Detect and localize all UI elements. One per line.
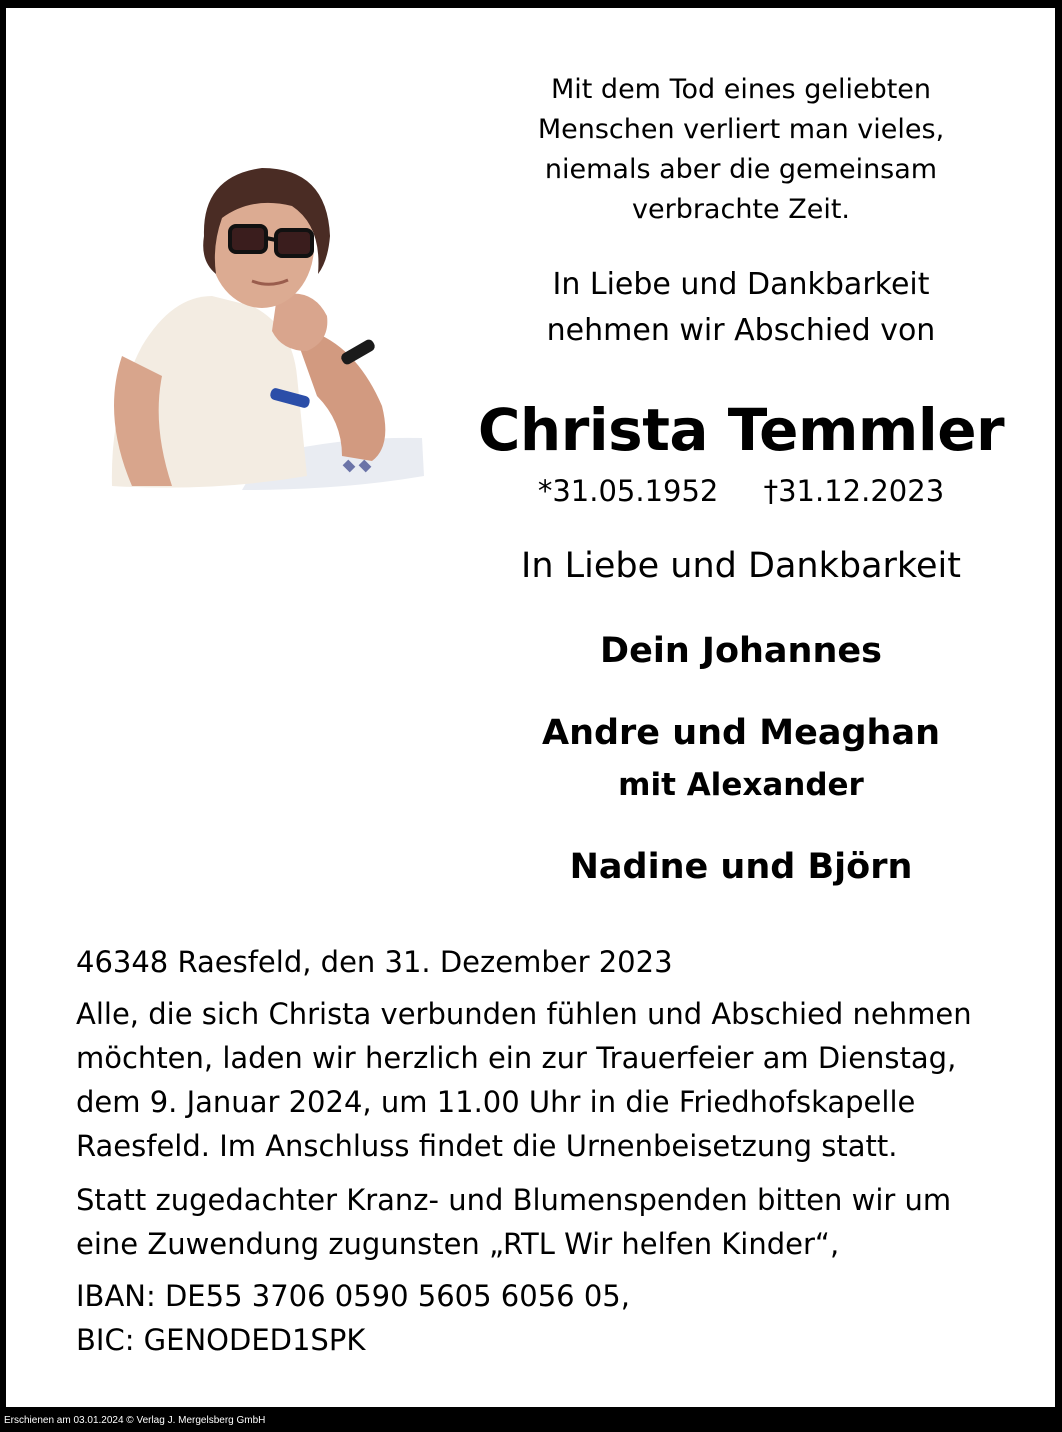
invitation-line: möchten, laden wir herzlich ein zur Trauerfeier am Dienstag, [76, 1041, 957, 1075]
deceased-name: Christa Temmler [477, 396, 1005, 464]
donation-line: Statt zugedachter Kranz- und Blumenspenden bitten wir um [76, 1183, 952, 1217]
obituary-notice [6, 8, 1055, 1407]
bic-line: BIC: GENODED1SPK [76, 1323, 366, 1357]
signature-second-sub: mit Alexander [618, 767, 864, 803]
place-date: 46348 Raesfeld, den 31. Dezember 2023 [76, 945, 673, 979]
closing-phrase: In Liebe und Dankbarkeit [521, 546, 961, 586]
portrait-photo [92, 156, 432, 496]
publication-footer: Erschienen am 03.01.2024 © Verlag J. Mergelsberg GmbH [4, 1415, 266, 1426]
signature-third: Nadine und Björn [569, 847, 913, 887]
invitation-line: Raesfeld. Im Anschluss findet die Urnenbeisetzung statt. [76, 1129, 898, 1163]
invitation-paragraph [76, 992, 1001, 1168]
quote-block [476, 70, 1006, 230]
birth-date: *31.05.1952 [537, 474, 719, 508]
intro-line: nehmen wir Abschied von [546, 313, 936, 348]
intro-line: In Liebe und Dankbarkeit [552, 267, 930, 302]
invitation-line: dem 9. Januar 2024, um 11.00 Uhr in die Friedhofskapelle [76, 1085, 916, 1119]
donation-line: eine Zuwendung zugunsten „RTL Wir helfen Kinder“, [76, 1227, 840, 1261]
quote-line: Menschen verliert man vieles, [537, 114, 945, 145]
signature-second: Andre und Meaghan [541, 713, 940, 753]
death-date: †31.12.2023 [763, 474, 945, 508]
quote-line: Mit dem Tod eines geliebten [550, 74, 932, 105]
donation-paragraph [76, 1178, 1001, 1266]
signature-first: Dein Johannes [600, 631, 882, 671]
bank-details [76, 1274, 1001, 1362]
iban-line: IBAN: DE55 3706 0590 5605 6056 05, [76, 1279, 630, 1313]
quote-line: niemals aber die gemeinsam [544, 154, 938, 185]
intro-block [476, 262, 1006, 354]
invitation-line: Alle, die sich Christa verbunden fühlen und Abschied nehmen [76, 997, 972, 1031]
life-dates [476, 470, 1006, 512]
quote-line: verbrachte Zeit. [632, 194, 850, 225]
